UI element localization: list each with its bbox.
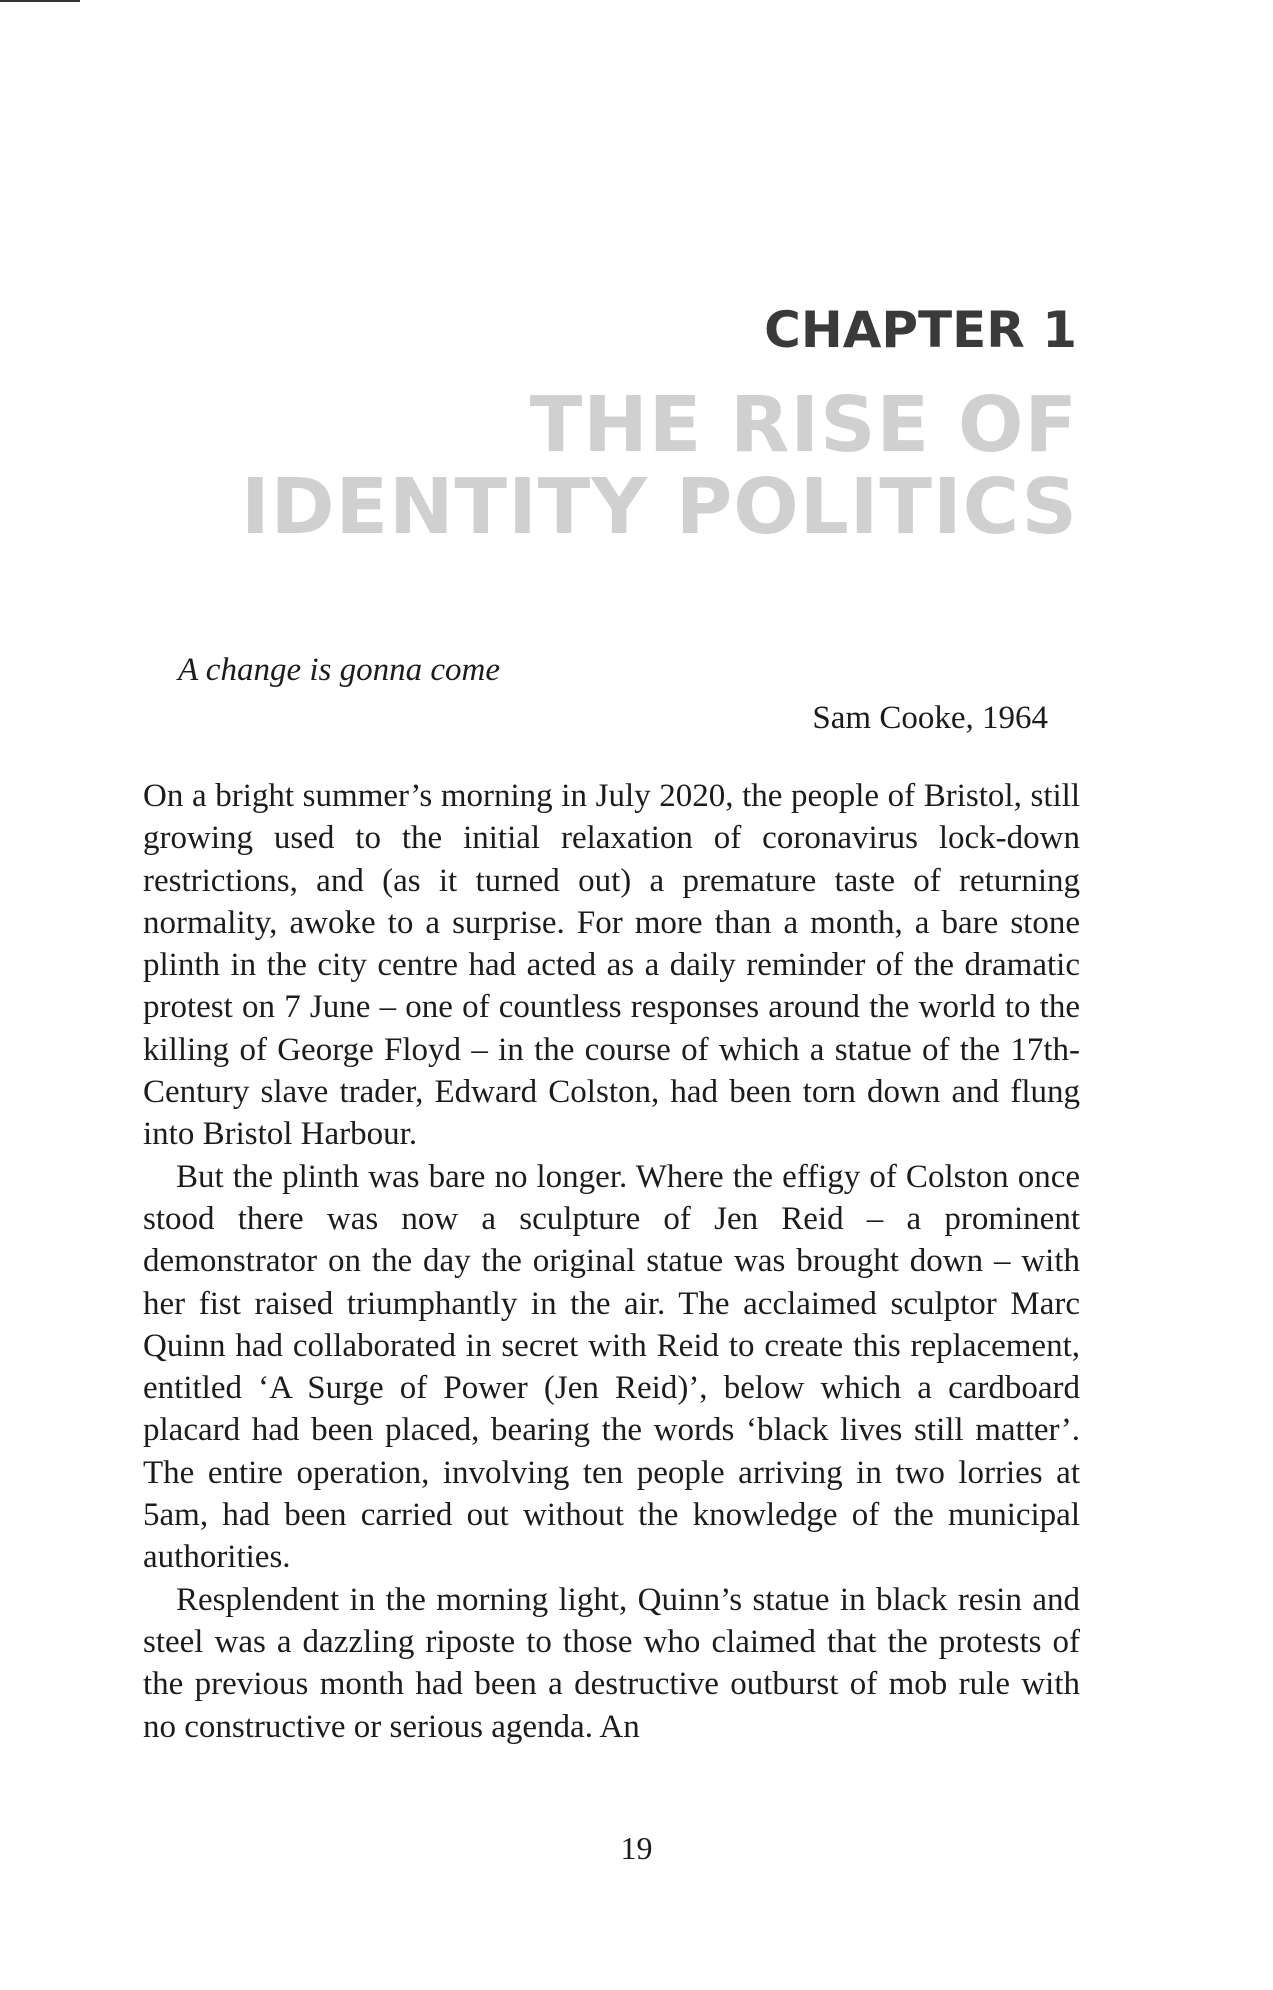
chapter-title [240, 381, 1078, 552]
top-edge-rule [0, 0, 80, 2]
body-text [143, 775, 1080, 1748]
page-number: 19 [620, 1830, 653, 1866]
paragraph-2: But the plinth was bare no longer. Where the effigy of Colston once stood there was now a sculpture of Jen Reid – a prominent demonstrator on the day the original statue was brought down – with her fist raised triumphantly in the air. The acclaimed sculptor Marc Quinn had collaborated in secret with Reid to create this replacement, entitled ‘A Surge of Power (Jen Reid)’, below which a cardboard placard had been placed, bearing the words ‘black lives still matter’. The entire operation, involving ten people arriving in two lorries at 5am, had been carried out without the knowledge of the municipal authorities. [143, 1158, 1080, 1576]
chapter-title-line-2: IDENTITY POLITICS [240, 463, 1078, 552]
epigraph-quote: A change is gonna come [178, 652, 500, 688]
epigraph-attribution: Sam Cooke, 1964 [812, 700, 1048, 736]
paragraph-1: On a bright summer’s morning in July 2020, the people of Bristol, still growing used to the initial relaxation of coronavirus lock-down restrictions, and (as it turned out) a premature taste of returning normality, awoke to a surprise. For more than a month, a bare stone plinth in the city centre had acted as a daily reminder of the dramatic protest on 7 June – one of countless responses around the world to the killing of George Floyd – in the course of which a statue of the 17th-Century slave trader, Edward Colston, had been torn down and flung into Bristol Harbour. [143, 778, 1080, 1153]
paragraph-3: Resplendent in the morning light, Quinn’s statue in black resin and steel was a dazzling riposte to those who claimed that the protests of the previous month had been a destructive outburst of mob rule with no constructive or serious agenda. An [143, 1581, 1080, 1745]
chapter-label: CHAPTER 1 [764, 301, 1077, 359]
chapter-title-line-1: THE RISE OF [529, 381, 1078, 470]
